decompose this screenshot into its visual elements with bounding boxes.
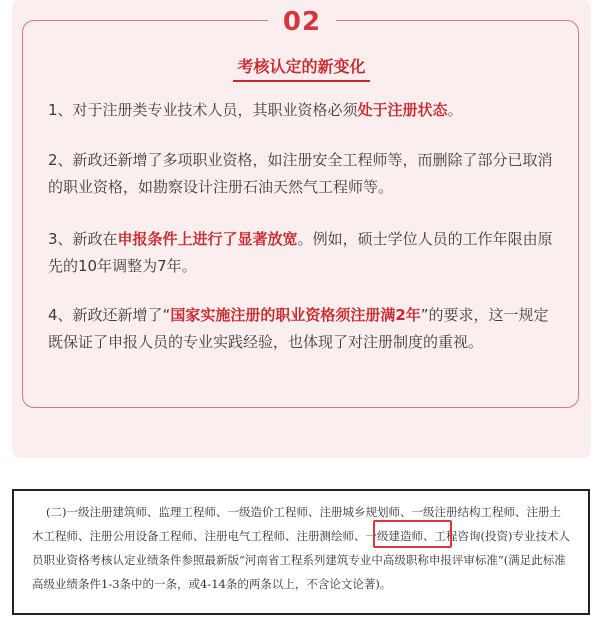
- document-excerpt-text: [32, 500, 572, 596]
- section-number-badge: 02: [268, 4, 336, 40]
- list-item-4: [48, 302, 556, 356]
- list-item-3: [48, 226, 556, 280]
- list-item-1: [48, 97, 556, 124]
- excerpt-boxed-text: 一级建造师、: [365, 529, 435, 543]
- item-3-suffix: 。例如，硕士学位人员的工作年限由原先的10年调整为7年。: [48, 230, 553, 275]
- item-4-suffix: ”的要求，这一规定既保证了申报人员的专业实践经验，也体现了对注册制度的重视。: [48, 306, 549, 351]
- item-1-highlight: 处于注册状态: [357, 101, 448, 119]
- item-1-suffix: 。: [447, 101, 463, 119]
- item-4-highlight: 国家实施注册的职业资格须注册满2年: [170, 306, 421, 324]
- list-item-2: 2、新政还新增了多项职业资格，如注册安全工程师等，而删除了部分已取消的职业资格，如勘察设计注册石油天然气工程师等。: [48, 151, 553, 196]
- excerpt-text-before: (二)一级注册建筑师、监理工程师、一级造价工程师、注册城乡规划师、一级注册结构工程师、注册土木工程师、注册公用设备工程师、注册电气工程师、注册测绘师、: [32, 505, 561, 543]
- section-title: 考核认定的新变化: [233, 56, 369, 82]
- item-4-text: 4、新政还新增了“: [48, 306, 171, 324]
- item-3-highlight: 申报条件上进行了显著放宽: [117, 230, 298, 248]
- section-title-wrap: [0, 56, 603, 82]
- highlight-box: [373, 520, 452, 548]
- excerpt-text-after: 工程咨询(投资)专业技术人员职业资格考核认定业绩条件参照最新版“河南省工程系列建筑专业中高级职称申报评审标准”(满足此标准高级业绩条件1-3条中的一条，或4-14条的两条以上，不含论文论著)。: [32, 529, 570, 591]
- item-1-text: 1、对于注册类专业技术人员，其职业资格必须: [48, 101, 358, 119]
- item-3-text: 3、新政在: [48, 230, 118, 248]
- document-excerpt: [12, 489, 590, 615]
